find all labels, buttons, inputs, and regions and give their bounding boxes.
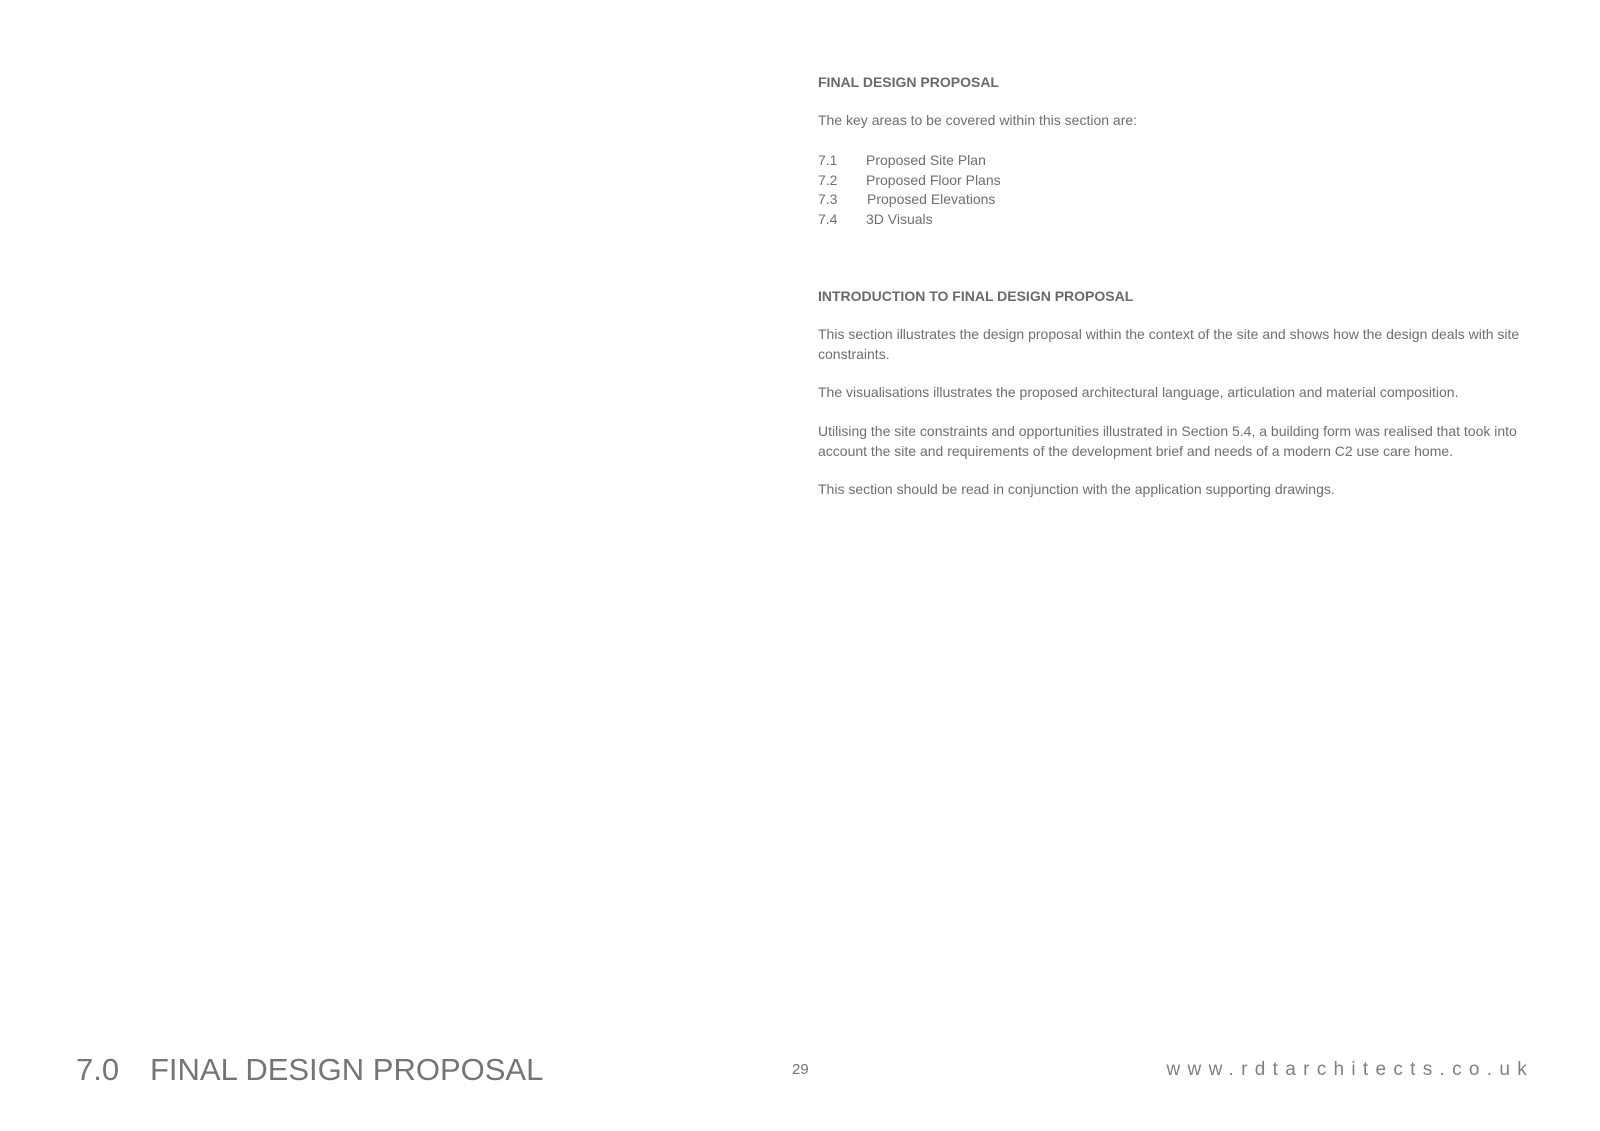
introduction-paragraph: This section should be read in conjunction with the application supporting drawings. [818,481,1335,497]
section-heading: FINAL DESIGN PROPOSAL [818,74,999,90]
toc-item-number: 7.2 [818,171,838,188]
toc-item [818,190,1001,210]
footer-section-title [76,1050,543,1090]
footer-section-number: 7.0 [76,1052,120,1087]
introduction-paragraph: This section illustrates the design proposal within the context of the site and shows how the design deals with site constraints. [818,326,1520,362]
toc-item-number: 7.4 [818,210,838,227]
introduction-paragraph: The visualisations illustrates the proposed architectural language, articulation and material composition. [818,384,1459,400]
toc-item-label: Proposed Floor Plans [866,171,1001,188]
toc-item [818,171,1001,191]
toc-item-number: 7.3 [818,191,838,207]
intro-line: The key areas to be covered within this section are: [818,112,1138,128]
footer-section-name: FINAL DESIGN PROPOSAL [150,1052,544,1087]
introduction-heading: INTRODUCTION TO FINAL DESIGN PROPOSAL [818,288,1134,304]
toc-item-label: 3D Visuals [866,210,933,227]
toc-item [818,151,1001,171]
toc-item-label: Proposed Site Plan [866,152,986,168]
website-link[interactable]: www.rdtarchitects.co.uk [1166,1059,1534,1080]
toc-item [818,210,1001,230]
toc-item-label: Proposed Elevations [867,191,996,207]
table-of-contents [818,151,1001,229]
toc-item-number: 7.1 [818,152,838,168]
page-number: 29 [792,1061,809,1078]
introduction-paragraph: Utilising the site constraints and opportunities illustrated in Section 5.4, a building form was realised that took into account the site and requirements of the development brief and needs of a modern C2 use care home. [818,423,1517,459]
